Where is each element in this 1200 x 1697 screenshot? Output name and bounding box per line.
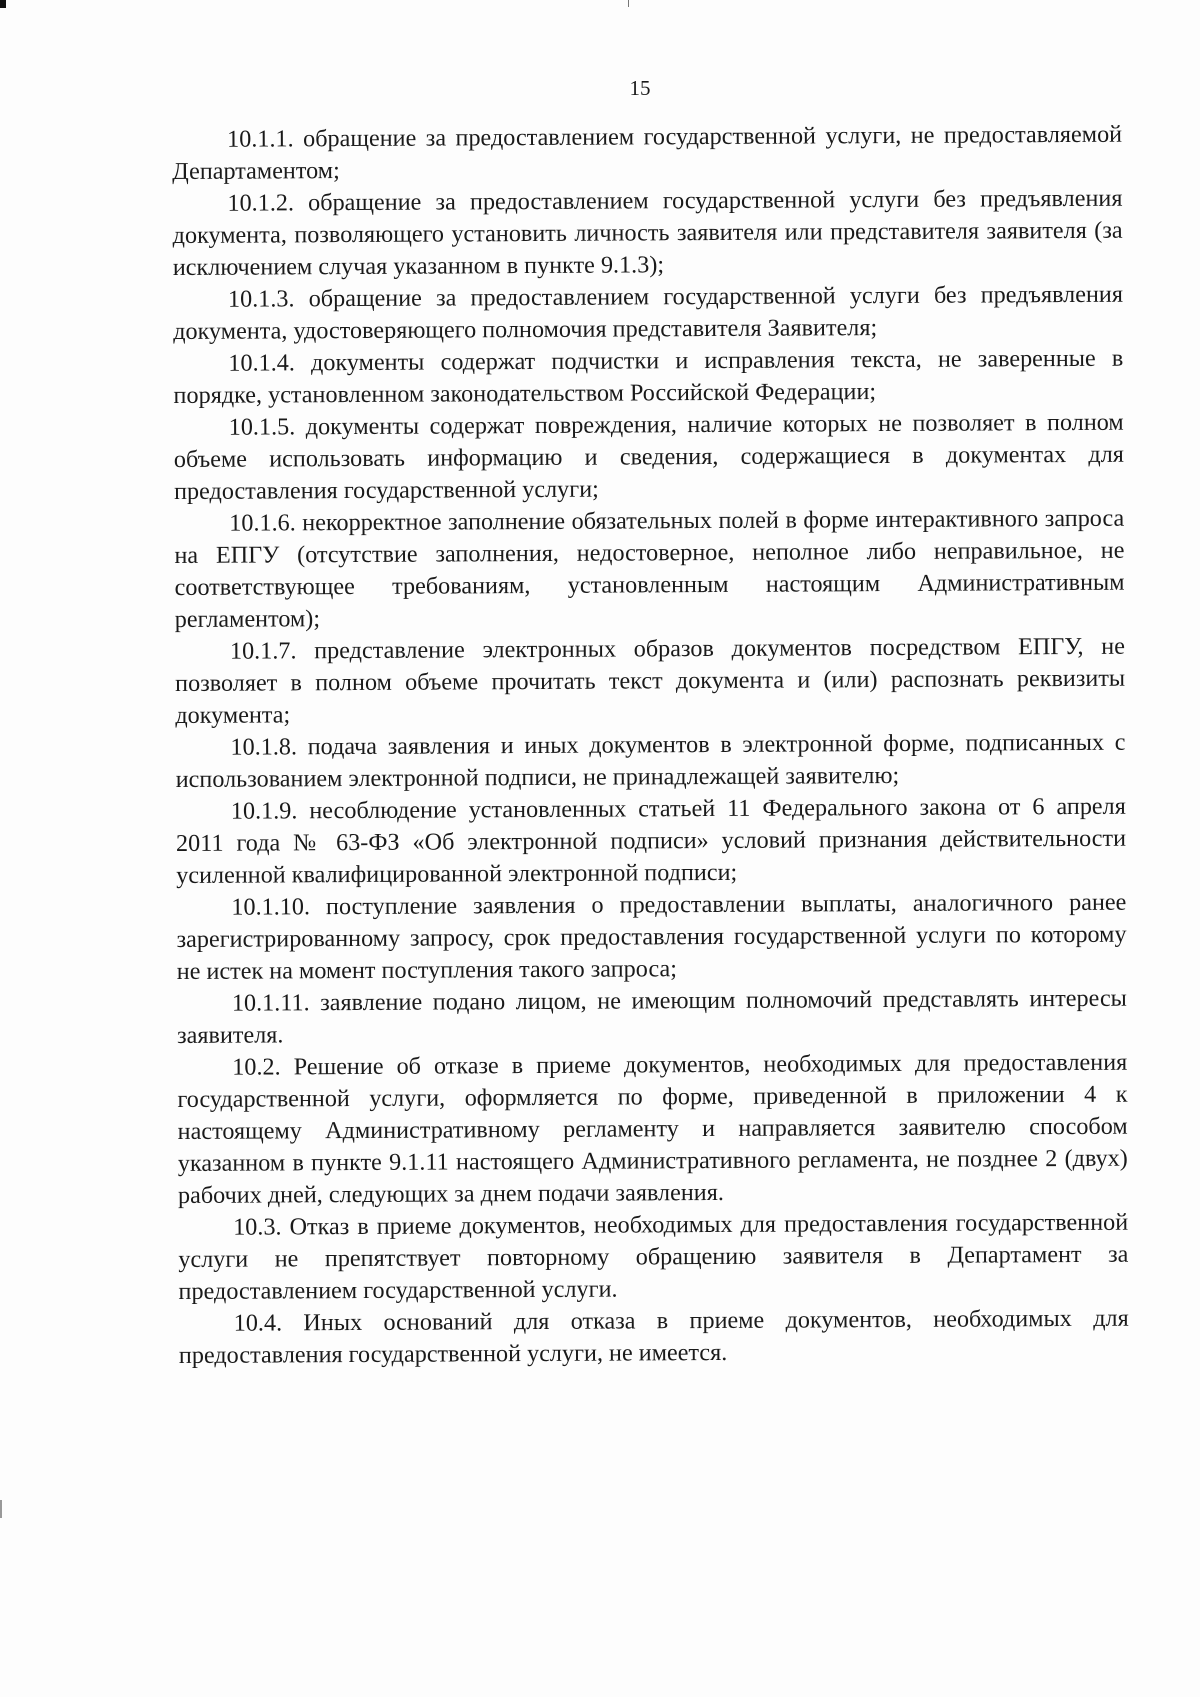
scan-artifact-top xyxy=(628,0,629,7)
paragraph-10-1-2: 10.1.2. обращение за предоставлением государственной услуги без предъявления документа, позволяющего установить личность заявителя или представителя заявителя (за исключением случая указанном в пункте 9.1.3); xyxy=(172,184,1123,281)
paragraph-10-1-7: 10.1.7. представление электронных образов документов посредством ЕПГУ, не позволяет в полном объеме прочитать текст документа и (или) распознать реквизиты документа; xyxy=(175,632,1126,729)
paragraph-10-1-6: 10.1.6. некорректное заполнение обязательных полей в форме интерактивного запроса на ЕПГУ (отсутствие заполнения, недостоверное, неполное либо неправильное, не соответствующее требованиям, установленным настоящим Административным регламентом); xyxy=(174,504,1125,633)
paragraph-10-4: 10.4. Иных оснований для отказа в приеме документов, необходимых для предоставления государственной услуги, не имеется. xyxy=(178,1304,1129,1369)
scan-artifact-edge xyxy=(0,1500,2,1518)
paragraph-10-2: 10.2. Решение об отказе в приеме документов, необходимых для предоставления государственной услуги, оформляется по форме, приведенной в приложении 4 к настоящему Административному регламенту и направляется заявителю способом указанном в пункте 9.1.11 настоящего Административного регламента, не позднее 2 (двух) рабочих дней, следующих за днем подачи заявления. xyxy=(177,1048,1128,1209)
paragraph-10-1-3: 10.1.3. обращение за предоставлением государственной услуги без предъявления документа, удостоверяющего полномочия представителя Заявителя; xyxy=(173,280,1124,345)
paragraph-10-1-8: 10.1.8. подача заявления и иных документов в электронной форме, подписанных с использованием электронной подписи, не принадлежащей заявителю; xyxy=(175,728,1126,793)
page-number: 15 xyxy=(629,76,651,100)
paragraph-10-3: 10.3. Отказ в приеме документов, необходимых для предоставления государственной услуги не препятствует повторному обращению заявителя в Департамент за предоставлением государственной услуги. xyxy=(178,1208,1129,1305)
paragraph-10-1-5: 10.1.5. документы содержат повреждения, наличие которых не позволяет в полном объеме использовать информацию и сведения, содержащиеся в документах для предоставления государственной услуги; xyxy=(173,408,1124,505)
scan-artifact-corner xyxy=(0,0,6,8)
paragraph-10-1-4: 10.1.4. документы содержат подчистки и исправления текста, не заверенные в порядке, установленном законодательством Российской Федерации; xyxy=(173,344,1124,409)
document-body xyxy=(172,119,1129,1372)
paragraph-10-1-11: 10.1.11. заявление подано лицом, не имеющим полномочий представлять интересы заявителя. xyxy=(177,984,1127,1049)
paragraph-10-1-9: 10.1.9. несоблюдение установленных статьей 11 Федерального закона от 6 апреля 2011 года № 63-ФЗ «Об электронной подписи» условий признания действительности усиленной квалифицированной электронной подписи; xyxy=(175,792,1127,889)
paragraph-10-1-10: 10.1.10. поступление заявления о предоставлении выплаты, аналогичного ранее зарегистрированному запросу, срок предоставления государственной услуги по которому не истек на момент поступления такого запроса; xyxy=(176,888,1127,985)
paragraph-10-1-1: 10.1.1. обращение за предоставлением государственной услуги, не предоставляемой Департаментом; xyxy=(172,120,1123,185)
